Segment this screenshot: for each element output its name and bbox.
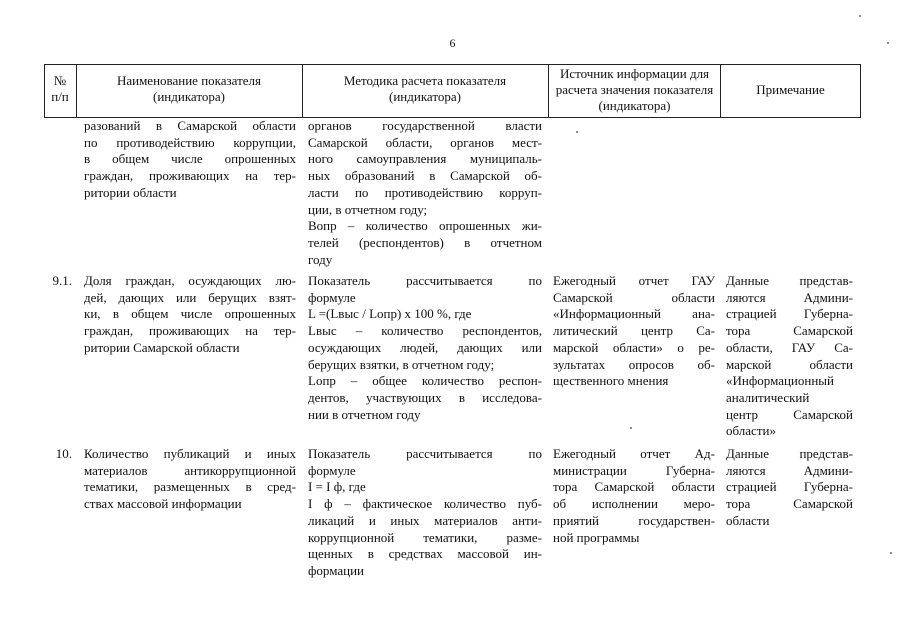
text-line: ритории области: [84, 184, 177, 200]
text-line: марской области: [726, 356, 853, 372]
text-line: ласти по противодействию корруп-: [308, 184, 542, 200]
text-line: области, ГАУ Са-: [726, 339, 853, 355]
scan-speck: [859, 15, 861, 17]
text-line: Самарской области, органов мест-: [308, 134, 542, 150]
text-line: формации: [308, 562, 365, 578]
text-line: зультатах опросов об-: [553, 356, 715, 372]
text-line: Ежегодный отчет ГАУ: [553, 273, 715, 288]
text-line: области»: [726, 423, 776, 439]
text-line: граждан, проживающих на тер-: [84, 168, 296, 184]
text-line: в общем числе опрошенных: [84, 151, 296, 167]
text-line: ликаций и иных материалов анти-: [308, 512, 542, 528]
text-line: страцией Губерна-: [726, 306, 853, 322]
text-line: Ежегодный отчет Ад-: [553, 446, 715, 461]
text-line: ляются Админи-: [726, 462, 853, 478]
text-line: I ф – фактическое количество пуб-: [308, 496, 542, 512]
row-9-1-method-cell: [308, 273, 542, 423]
row-9-1-source-cell: [553, 273, 715, 390]
text-line: формуле: [308, 462, 356, 478]
text-line: тематики, размещенных в сред-: [84, 479, 296, 495]
text-line: осуждающих людей, дающих или: [308, 339, 542, 355]
header-source: Источник информации для расчета значения показателя (индикатора): [555, 66, 714, 113]
text-line: аналитический: [726, 389, 810, 405]
text-line: нии в отчетном году: [308, 406, 421, 422]
formula-line: I = I ф, где: [308, 479, 366, 495]
scan-speck: [890, 552, 892, 554]
text-line: министрации Губерна-: [553, 462, 715, 478]
row-9-1-name-cell: [84, 273, 296, 357]
text-line: Lвыс – количество респондентов,: [308, 323, 542, 339]
cont-name-cell: [84, 118, 296, 202]
text-line: Показатель рассчитывается по: [308, 273, 542, 288]
text-line: тора Самарской: [726, 496, 853, 512]
text-line: формуле: [308, 289, 356, 305]
text-line: разований в Самарской области: [84, 118, 296, 133]
text-line: берущих взятки, в отчетном году;: [308, 356, 495, 372]
row-10-num: 10.: [55, 446, 72, 461]
text-line: об исполнении меро-: [553, 496, 715, 512]
text-line: щественного мнения: [553, 373, 669, 389]
text-line: Данные представ-: [726, 273, 853, 288]
row-10-source-cell: [553, 446, 715, 546]
page-number: 6: [449, 36, 456, 50]
text-line: ного самоуправления муниципаль-: [308, 151, 542, 167]
text-line: органов государственной власти: [308, 118, 542, 133]
text-line: году: [308, 251, 333, 267]
row-10-method-cell: [308, 446, 542, 580]
text-line: Показатель рассчитывается по: [308, 446, 542, 461]
col-divider-4: [720, 64, 721, 118]
text-line: ствах массовой информации: [84, 496, 242, 512]
scan-speck: [630, 427, 632, 429]
header-note: Примечание: [756, 82, 825, 97]
header-num: № п/п: [51, 73, 69, 104]
col-divider-2: [302, 64, 303, 118]
scan-speck: [887, 42, 889, 44]
row-10-note-cell: [726, 446, 853, 530]
text-line: коррупционной тематики, разме-: [308, 529, 542, 545]
text-line: Данные представ-: [726, 446, 853, 461]
text-line: области: [726, 512, 770, 528]
text-line: литический центр Са-: [553, 323, 715, 339]
row-10-name-cell: [84, 446, 296, 513]
text-line: тора Самарской области: [553, 479, 715, 495]
text-line: страцией Губерна-: [726, 479, 853, 495]
text-line: дентов, участвующих в исследова-: [308, 389, 542, 405]
header-method: Методика расчета показателя (индикатора): [343, 73, 507, 104]
text-line: марской области» о ре-: [553, 339, 715, 355]
text-line: по противодействию коррупции,: [84, 134, 296, 150]
text-line: Количество публикаций и иных: [84, 446, 296, 461]
text-line: «Информационный: [726, 373, 834, 389]
col-divider-3: [548, 64, 549, 118]
col-divider-1: [76, 64, 77, 118]
row-9-1-num: 9.1.: [52, 273, 72, 288]
table-left-border: [44, 64, 45, 118]
formula-line: L =(Lвыс / Lопр) x 100 %, где: [308, 306, 472, 322]
header-name: Наименование показателя (индикатора): [116, 73, 262, 104]
text-line: Bопр – количество опрошенных жи-: [308, 218, 542, 234]
text-line: ции, в отчетном году;: [308, 201, 428, 217]
row-9-1-note-cell: [726, 273, 853, 440]
table-right-border: [860, 64, 861, 118]
text-line: ной программы: [553, 529, 640, 545]
text-line: тора Самарской: [726, 323, 853, 339]
text-line: Самарской области: [553, 289, 715, 305]
text-line: ных образований в Самарской об-: [308, 168, 542, 184]
text-line: ляются Админи-: [726, 289, 853, 305]
table-top-border: [44, 64, 861, 65]
text-line: материалов антикоррупционной: [84, 462, 296, 478]
text-line: Lопр – общее количество респон-: [308, 373, 542, 389]
text-line: дей, дающих или берущих взят-: [84, 289, 296, 305]
text-line: «Информационный ана-: [553, 306, 715, 322]
text-line: Доля граждан, осуждающих лю-: [84, 273, 296, 288]
text-line: ритории Самарской области: [84, 339, 240, 355]
scan-speck: [576, 131, 578, 133]
text-line: приятий государствен-: [553, 512, 715, 528]
text-line: щенных в средствах массовой ин-: [308, 546, 542, 562]
text-line: телей (респондентов) в отчетном: [308, 234, 542, 250]
text-line: граждан, проживающих на тер-: [84, 323, 296, 339]
cont-method-cell: [308, 118, 542, 268]
text-line: ки, в общем числе опрошенных: [84, 306, 296, 322]
text-line: центр Самарской: [726, 406, 853, 422]
